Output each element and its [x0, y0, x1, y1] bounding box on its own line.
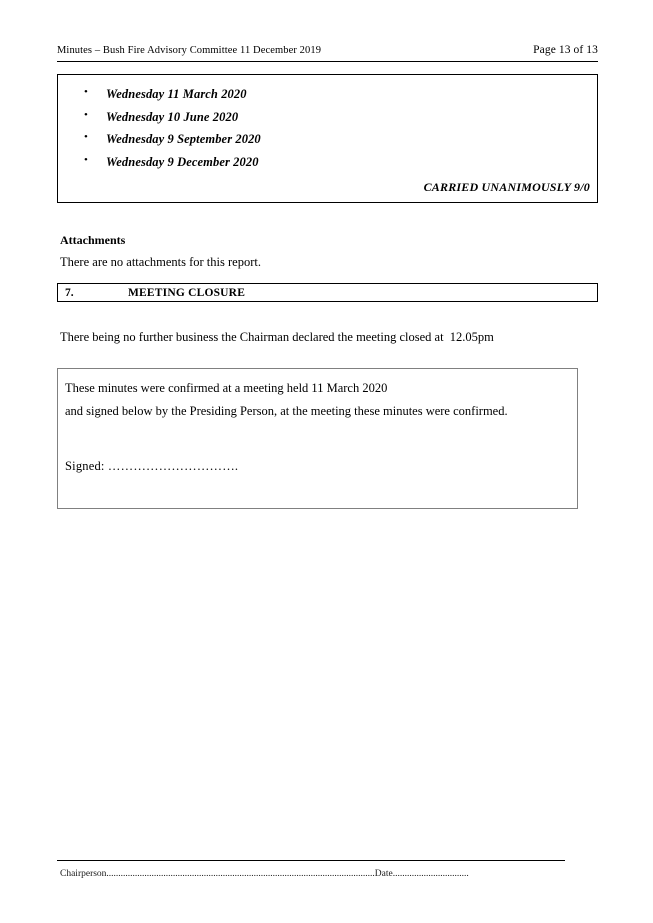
bullet-icon: •: [84, 131, 88, 143]
meeting-date-label: Wednesday 11 March 2020: [106, 87, 247, 101]
footer-signature-line: Chairperson.................................................................................................................Date................................: [60, 869, 469, 879]
meeting-date-label: Wednesday 9 December 2020: [106, 154, 259, 169]
list-item: [58, 155, 597, 170]
header-title: Minutes – Bush Fire Advisory Committee 11 December 2019: [57, 45, 322, 56]
footer-divider: [57, 860, 565, 861]
closure-paragraph: There being no further business the Chairman declared the meeting closed at 12.05pm: [60, 330, 494, 344]
section-number: 7.: [65, 286, 74, 299]
bullet-icon: •: [84, 86, 88, 98]
list-item: [58, 132, 597, 147]
page-number: Page 13 of 13: [533, 44, 598, 56]
bullet-icon: •: [84, 108, 88, 121]
meeting-dates-box: [57, 74, 598, 203]
list-item: [58, 110, 597, 125]
list-item: [58, 87, 597, 102]
section-heading-meeting-closure: [57, 283, 598, 302]
minutes-confirmation-box: [57, 368, 578, 509]
section-title: MEETING CLOSURE: [128, 286, 246, 299]
meeting-date-label: Wednesday 9 September 2020: [106, 132, 261, 146]
confirmation-line-two: and signed below by the Presiding Person, at the meeting these minutes were confirmed.: [65, 404, 508, 418]
confirmation-line-one: These minutes were confirmed at a meeting held 11 March 2020: [65, 381, 388, 395]
meeting-date-label: Wednesday 10 June 2020: [106, 109, 239, 124]
signature-line: Signed: ………………………….: [65, 459, 239, 473]
attachments-body-text: There are no attachments for this report.: [60, 255, 261, 269]
attachments-heading: Attachments: [60, 233, 126, 247]
carried-unanimously-label: CARRIED UNANIMOUSLY 9/0: [423, 180, 590, 194]
meeting-dates-list: [58, 75, 597, 170]
header-divider: [57, 61, 598, 62]
page-header: [57, 44, 598, 56]
bullet-icon: •: [84, 153, 88, 166]
